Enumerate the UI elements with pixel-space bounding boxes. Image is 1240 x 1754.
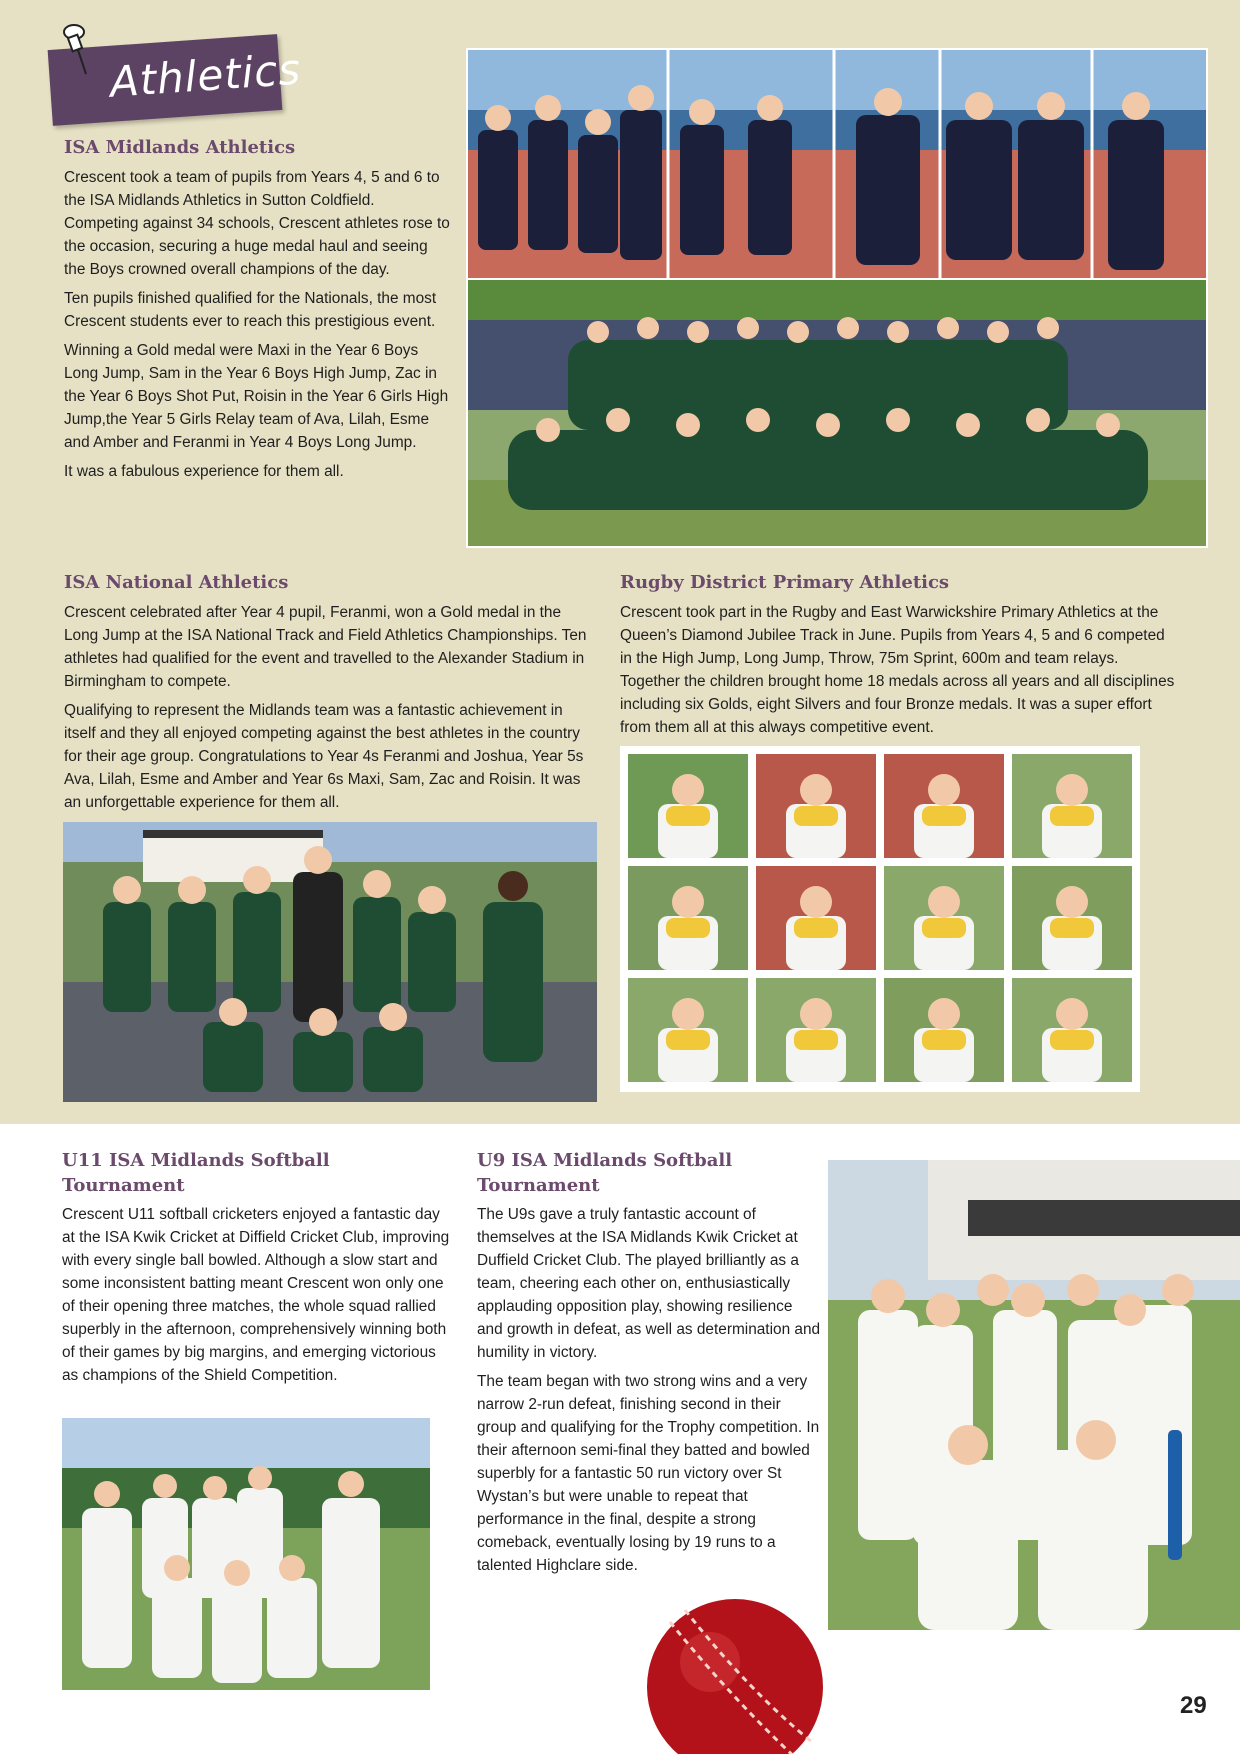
u9-heading-line1: U9 ISA Midlands Softball: [477, 1150, 733, 1171]
medal-photo-cell: [1012, 866, 1132, 970]
banner-title: Athletics: [108, 44, 303, 107]
medal-photo-cell: [884, 978, 1004, 1082]
u9-photo-art: [828, 1160, 1240, 1630]
paragraph: The team began with two strong wins and a very narrow 2-run defeat, finishing second in their group and qualifying for the Trophy competition. In their afternoon semi-final they batted and bowled superbly for a fantastic 50 run victory over St Wystan’s but were unable to repeat that performance in the final, despite a strong comeback, eventually losing by 19 runs to a talented Highclare side.: [477, 1373, 820, 1574]
medal-photo-cell: [1012, 978, 1132, 1082]
paragraph: The U9s gave a truly fantastic account of themselves at the ISA Midlands Kwik Cricket at Duffield Cricket Club. The played brilliantly as a team, cheering each other on, enthusiastically applauding opposition play, showing resilience and growth in defeat, as well as determination and humility in victory.: [477, 1206, 821, 1361]
paragraph: Ten pupils finished qualified for the Nationals, the most Crescent students ever to reach this prestigious event.: [64, 290, 437, 330]
paragraph: Crescent took a team of pupils from Years 4, 5 and 6 to the ISA Midlands Athletics in Sutton Coldfield. Competing against 34 schools, Crescent athletes rose to the occasion, securing a huge medal haul and seeing the Boys crowned overall champions of the day.: [64, 169, 450, 278]
medal-photo-cell: [756, 866, 876, 970]
midlands-squad-group-photo: [466, 278, 1208, 548]
medal-photo-cell: [756, 754, 876, 858]
paragraph: Winning a Gold medal were Maxi in the Year 6 Boys Long Jump, Sam in the Year 6 Boys High Jump, Zac in the Year 6 Boys Shot Put, Roisin in the Year 6 Girls High Jump,the Year 5 Girls Relay team of Ava, Lilah, Esme and Amber and Feranmi in Year 4 Boys Long Jump.: [64, 342, 449, 451]
paragraph: Qualifying to represent the Midlands team was a fantastic achievement in itself and they all enjoyed competing against the best athletes in the country for their age group. Congratulations to Year 4s Feranmi and Joshua, Year 5s Ava, Lilah, Esme and Amber and Year 6s Maxi, Sam, Zac and Roisin. It was an unforgettable experience for them all.: [64, 702, 584, 811]
isa-midlands-heading: ISA Midlands Athletics: [64, 137, 296, 158]
squad-photo-art: [468, 280, 1206, 546]
national-team-photo: [63, 822, 597, 1102]
isa-national-heading: ISA National Athletics: [64, 572, 289, 593]
medal-photo-cell: [628, 866, 748, 970]
u9-text: [477, 1203, 821, 1583]
medal-photo-cell: [1012, 754, 1132, 858]
paragraph: Crescent celebrated after Year 4 pupil, Feranmi, won a Gold medal in the Long Jump at the ISA National Track and Field Athletics Championships. Ten athletes had qualified for the event and travelled to the Alexander Stadium in Birmingham to compete.: [64, 604, 587, 690]
paragraph: Crescent took part in the Rugby and East Warwickshire Primary Athletics at the Queen’s Diamond Jubilee Track in June. Pupils from Years 4, 5 and 6 competed in the High Jump, Long Jump, Throw, 75m Sprint, 600m and team relays. Together the children brought home 18 medals across all years and all disciplines including six Golds, eight Silvers and four Bronze medals. It was a super effort from them all at this always competitive event.: [620, 604, 1175, 736]
page-number: 29: [1180, 1692, 1207, 1719]
medal-photo-cell: [884, 866, 1004, 970]
isa-midlands-text: [64, 166, 450, 489]
medal-grid: [620, 746, 1140, 1092]
midlands-team-photo-collage: [466, 48, 1208, 280]
u11-team-photo: [62, 1418, 430, 1690]
medal-photo-cell: [628, 978, 748, 1082]
medal-photo-cell: [884, 754, 1004, 858]
u9-team-photo: [828, 1160, 1240, 1630]
medal-photo-cell: [756, 978, 876, 1082]
pushpin-icon: [56, 22, 96, 82]
national-photo-art: [63, 822, 597, 1102]
u11-heading: [62, 1148, 330, 1198]
paragraph: It was a fabulous experience for them all.: [64, 463, 344, 480]
u11-heading-line2: Tournament: [62, 1175, 185, 1196]
medal-winners-collage: [620, 746, 1140, 1092]
u9-heading: [477, 1148, 732, 1198]
rugby-district-heading: Rugby District Primary Athletics: [620, 572, 950, 593]
u9-heading-line2: Tournament: [477, 1175, 600, 1196]
isa-national-text: [64, 601, 598, 820]
midlands-team-photos: [468, 50, 1206, 278]
paragraph: Crescent U11 softball cricketers enjoyed a fantastic day at the ISA Kwik Cricket at Diffield Cricket Club, improving with every single ball bowled. Although a slow start and some inconsistent batting meant Crescent won only one of their opening three matches, the whole squad rallied superbly in the afternoon, comprehensively winning both of their games by big margins, and emerging victorious as champions of the Shield Competition.: [62, 1206, 450, 1384]
u11-photo-art: [62, 1418, 430, 1690]
u11-text: [62, 1203, 450, 1393]
u11-heading-line1: U11 ISA Midlands Softball: [62, 1150, 330, 1171]
rugby-district-text: [620, 601, 1180, 745]
cricket-ball-icon: [640, 1592, 830, 1754]
medal-photo-cell: [628, 754, 748, 858]
